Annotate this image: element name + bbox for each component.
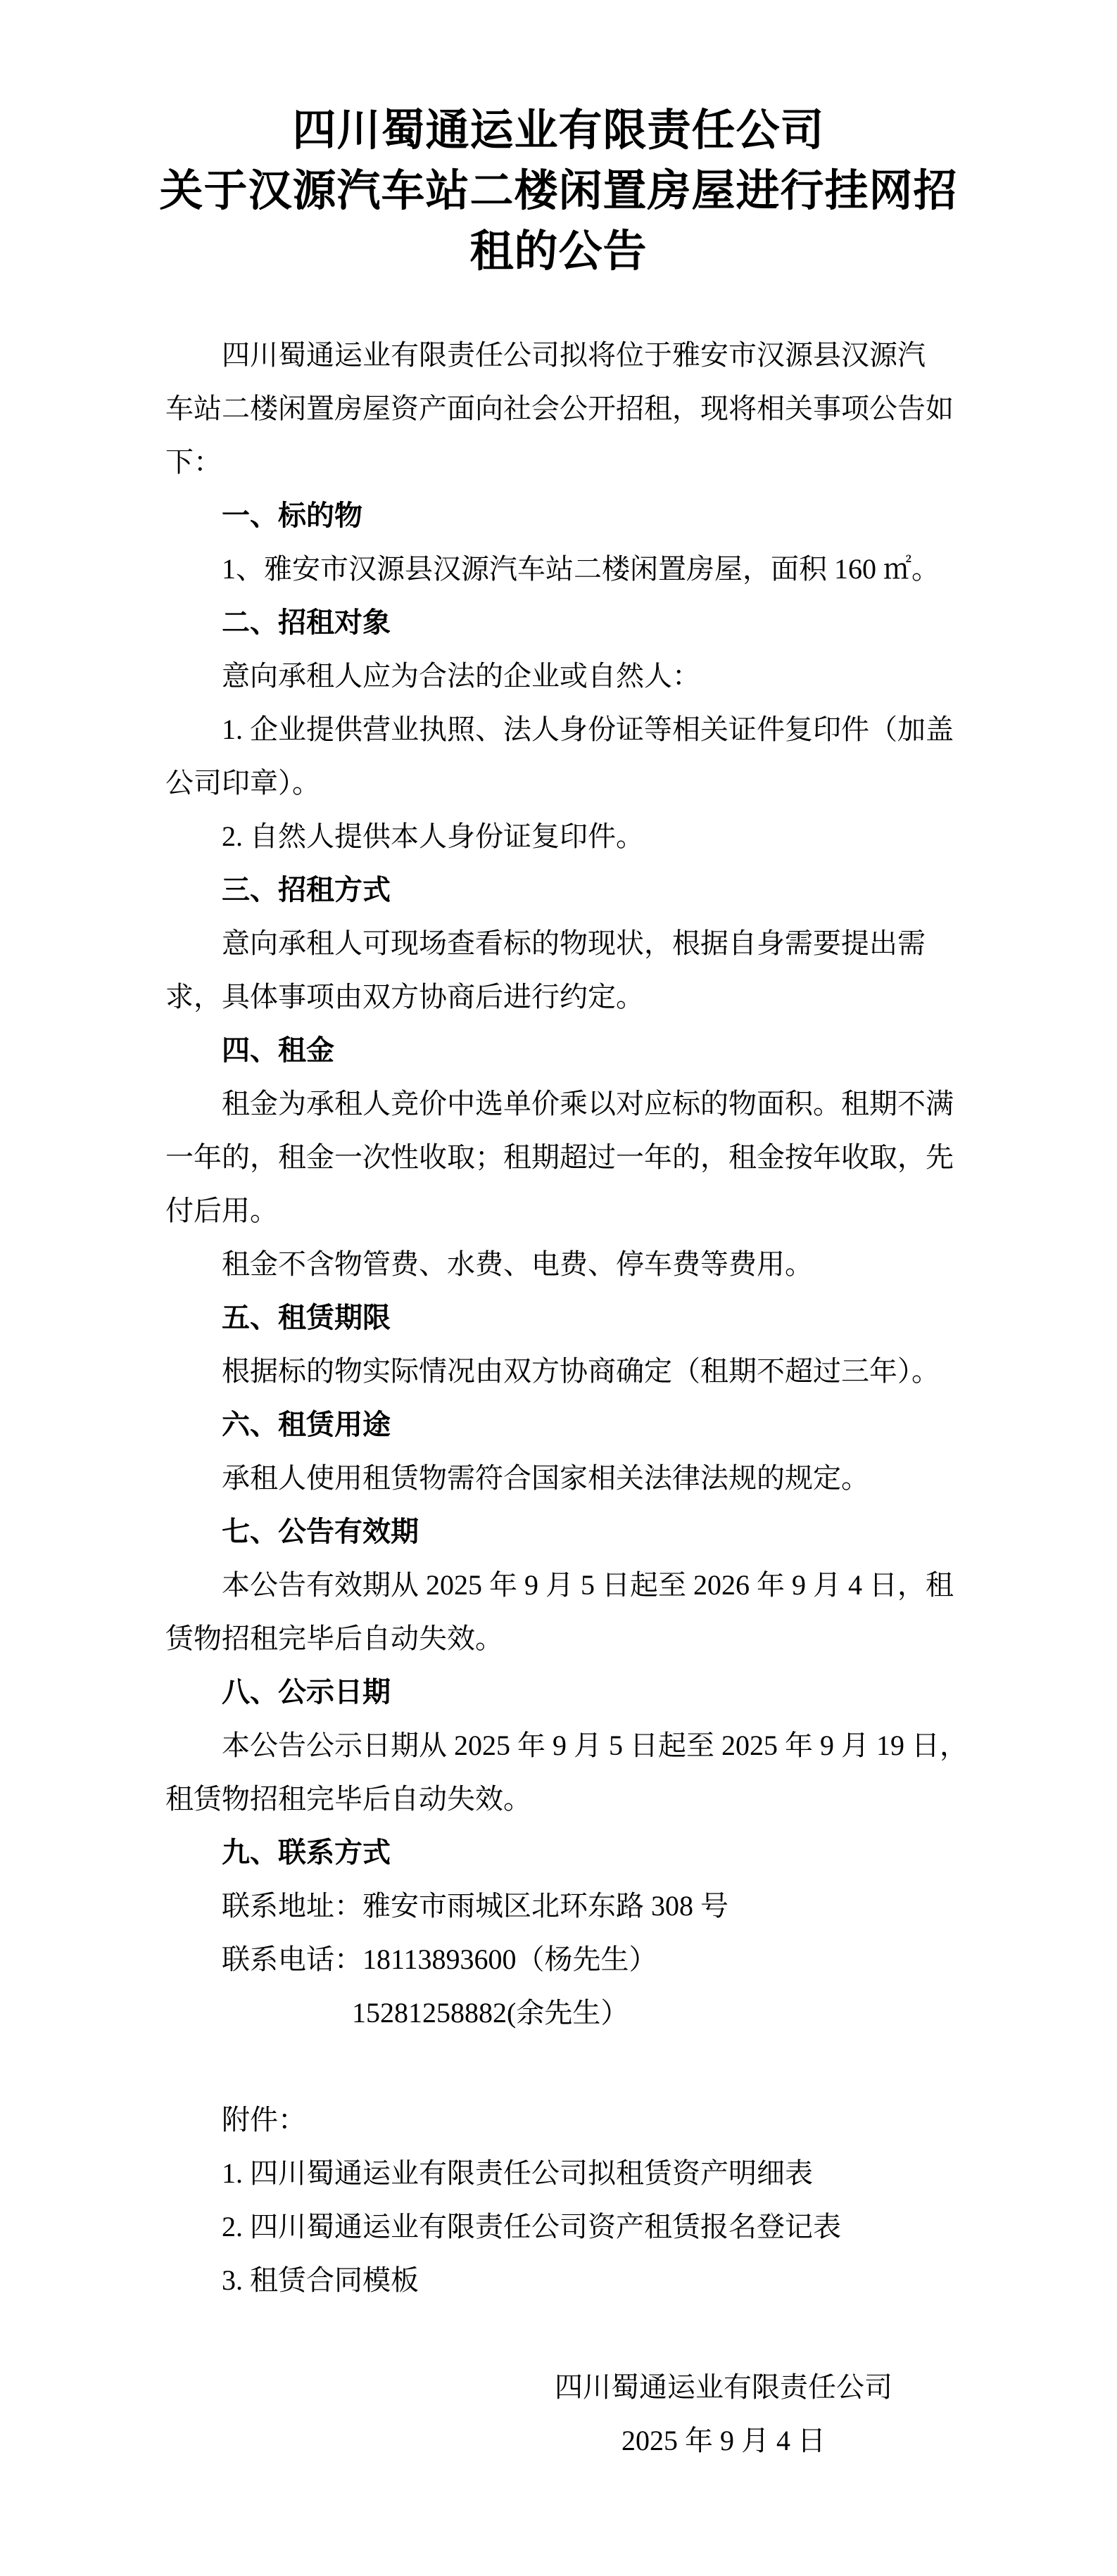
document-body <box>0 329 1117 2468</box>
document-line: 联系电话：18113893600（杨先生） <box>222 1943 657 1975</box>
document-line: 租赁物招租完毕后自动失效。 <box>165 1783 531 1815</box>
document-line: 3. 租赁合同模板 <box>222 2264 419 2296</box>
document-line: 公司印章）。 <box>165 767 320 799</box>
document-title-line-3: 租的公告 <box>469 228 648 276</box>
document-line: 付后用。 <box>165 1195 278 1226</box>
section-heading: 二、招租对象 <box>222 607 391 638</box>
document-line: 根据标的物实际情况由双方协商确定（租期不超过三年）。 <box>222 1355 940 1387</box>
section-heading: 九、联系方式 <box>222 1837 391 1868</box>
document-line: 租金为承租人竞价中选单价乘以对应标的物面积。租期不满 <box>222 1088 954 1119</box>
document-line: 承租人使用租赁物需符合国家相关法律法规的规定。 <box>222 1462 869 1494</box>
document-title <box>0 0 1117 282</box>
document-line: 2. 自然人提供本人身份证复印件。 <box>222 820 644 852</box>
section-heading: 六、租赁用途 <box>222 1409 391 1440</box>
document-line: 求，具体事项由双方协商后进行约定。 <box>165 981 644 1013</box>
document-line: 本公告有效期从 2025 年 9 月 5 日起至 2026 年 9 月 4 日，租 <box>222 1569 954 1601</box>
section-heading: 七、公告有效期 <box>222 1516 419 1547</box>
document-line: 车站二楼闲置房屋资产面向社会公开招租，现将相关事项公告如 <box>165 393 954 424</box>
section-heading: 八、公示日期 <box>222 1677 391 1708</box>
section-heading: 三、招租方式 <box>222 875 391 906</box>
section-heading: 四、租金 <box>222 1035 334 1066</box>
blank-line <box>165 2040 947 2093</box>
document-title-line-2: 关于汉源汽车站二楼闲置房屋进行挂网招 <box>159 167 958 215</box>
signature-company: 四川蜀通运业有限责任公司 <box>555 2371 892 2403</box>
document-line: 附件： <box>222 2104 306 2136</box>
document-line: 联系地址：雅安市雨城区北环东路 308 号 <box>222 1890 728 1922</box>
signature-block <box>555 2361 892 2468</box>
document-line: 一年的，租金一次性收取；租期超过一年的，租金按年收取，先 <box>165 1141 954 1173</box>
section-heading: 五、租赁期限 <box>222 1302 391 1333</box>
signature-date: 2025 年 9 月 4 日 <box>621 2425 826 2456</box>
document-line: 租金不含物管费、水费、电费、停车费等费用。 <box>222 1248 813 1280</box>
document-line: 下： <box>165 446 222 478</box>
document-line: 2. 四川蜀通运业有限责任公司资产租赁报名登记表 <box>222 2211 841 2242</box>
document-line: 四川蜀通运业有限责任公司拟将位于雅安市汉源县汉源汽 <box>222 339 926 371</box>
document-line: 15281258882(余先生） <box>352 1997 629 2029</box>
document-line: 意向承租人应为合法的企业或自然人： <box>222 660 700 692</box>
document-line: 本公告公示日期从 2025 年 9 月 5 日起至 2025 年 9 月 19 日， <box>222 1730 968 1761</box>
document-line: 1. 四川蜀通运业有限责任公司拟租赁资产明细表 <box>222 2157 813 2189</box>
section-heading: 一、标的物 <box>222 500 362 531</box>
document-line: 意向承租人可现场查看标的物现状，根据自身需要提出需 <box>222 927 926 959</box>
document-title-line-1: 四川蜀通运业有限责任公司 <box>292 107 825 155</box>
document-line: 1、雅安市汉源县汉源汽车站二楼闲置房屋，面积 160 ㎡。 <box>222 553 940 585</box>
document-line: 1. 企业提供营业执照、法人身份证等相关证件复印件（加盖 <box>222 713 954 745</box>
document-line: 赁物招租完毕后自动失效。 <box>165 1623 503 1654</box>
